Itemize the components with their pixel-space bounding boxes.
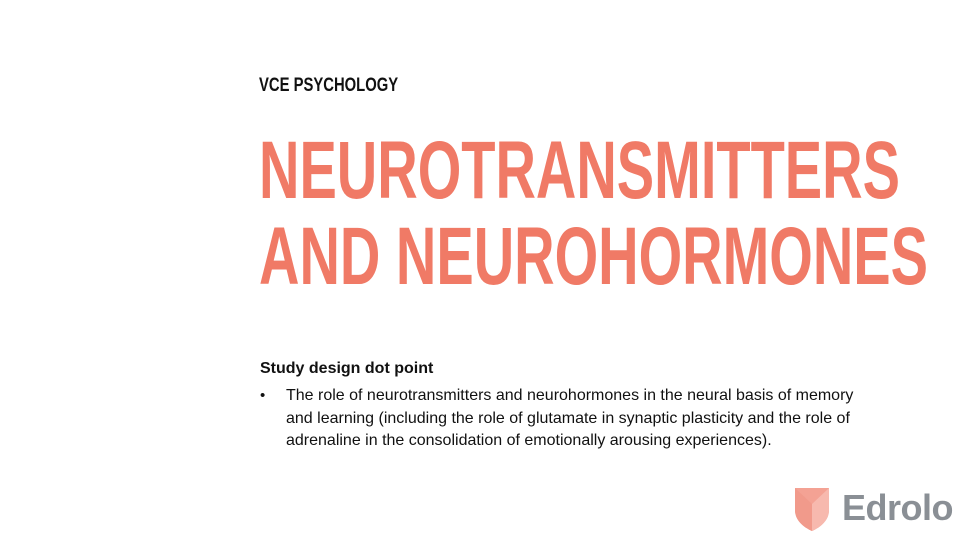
subject-label: VCE PSYCHOLOGY bbox=[259, 75, 399, 96]
title-line-1: NEUROTRANSMITTERS bbox=[259, 125, 900, 216]
title-line-2: AND NEUROHORMONES bbox=[259, 211, 928, 302]
study-design-bullet bbox=[260, 385, 870, 453]
logo-text: Edrolo bbox=[842, 487, 953, 528]
slide-title bbox=[259, 125, 928, 302]
edrolo-logo bbox=[794, 482, 953, 534]
study-design-heading: Study design dot point bbox=[260, 360, 434, 377]
shield-icon bbox=[794, 484, 830, 532]
bullet-text: The role of neurotransmitters and neurohormones in the neural basis of memory and learning (including the role of glutamate in synaptic plasticity and the role of adrenaline in the consolidation of emotionally arousing experiences). bbox=[286, 387, 854, 449]
bullet-dot: • bbox=[260, 387, 266, 404]
